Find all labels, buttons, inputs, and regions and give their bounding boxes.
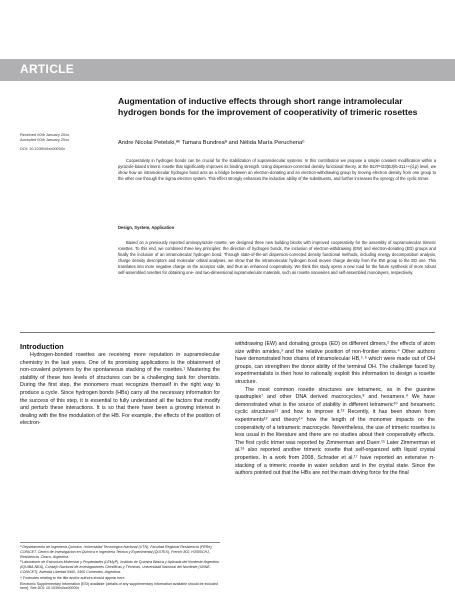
intro-paragraph-right-2: The most common rosette structures are tetrameric, as in the guanine quadruplex⁷ and other DNA derived macrocycles,⁸ and hexamers.⁹ We have demonstrated what is the source of stability in different tetrameric¹⁰ and hexameric cyclic structures¹¹ and how to improve it.¹² Recently, it has been shown from experiments¹³ and theory¹⁴ how the length of the monomer impacts on the cooperativity of a tetrameric macrocycle. Nevertheless, the use of trimeric rosettes is less usual in the literature and there are no studies about their cooperativity effects. The first cyclic trimer was reported by Zimmerman and Duerr.¹⁵ Later Zimmerman et al.¹⁶ also reported another trimeric rosette that self-organized with liquid crystal properties. In a work from 2008, Schrader et al.¹⁷ have reported an extensive π-stacking of a trimeric rosette in water solution and in the crystal state. Since the authors pointed out that the HBs are not the main driving force for the final <box>235 386 435 477</box>
section-divider <box>20 332 435 333</box>
doi-text: DOI: 10.1039/x0xx00000x <box>20 146 65 152</box>
article-banner <box>0 59 455 81</box>
article-title: Augmentation of inductive effects through short range intramolecular hydrogen bonds for the improvement of cooperativity of trimeric rosettes <box>118 96 418 117</box>
design-system-application-heading: Design, System, Application <box>118 225 175 230</box>
footnote-esi: Electronic Supplementary Information (ESI) available: [details of any supplementary information available should be included here]. See DOI: 10.1039/x0xx00000x <box>20 581 218 591</box>
abstract <box>118 158 436 182</box>
design-summary <box>118 240 436 277</box>
received-date: Received 00th January 20xx, <box>20 132 71 137</box>
article-meta <box>20 132 112 152</box>
footnotes <box>20 545 220 592</box>
accepted-date: Accepted 00th January 20xx <box>20 137 70 143</box>
intro-paragraph-left: Hydrogen-bonded rosettes are receiving more reputation in supramolecular chemistry in the last years. One of its promising applications is the obtainment of non-covalent polymers by the spontaneous stacking of the rosettes.¹ Mastering the stability of these two levels of structures can be a challenging task for chemists. During the first step, the monomers must recognize themself in the right way to produce a cycle. Since hydrogen bonds (HBs) carry all the necessary information for the success of this step, it is essential to fully understand all the factors that modify and perturb these interactions. It is so that there have been a growing interest in dealing with the fine modulation of the HB. For example, the effects of the position of electron- <box>20 352 220 427</box>
abstract-text: Cooperativity in hydrogen bonds can be crucial for the stabilization of supramolecular systems. In this contribution we propose a simple covalent modification within a pyrazole-based trimeric rosette that significantly improves its binding strength. Using dispersion-corrected density functional theory, at the BLYP-D3(BJ)/6-311++(d,p) level, we show how an intramolecular hydrogen bond acts as a bridge between an electron-donating and an electron-withdrawing group by moving electron density from one group to the other one through the sigma electron system. This effect strongly enhances the inductive ability of the substituents, and further increases the synergy of the cyclic trimer. <box>118 158 436 182</box>
introduction-heading: Introduction <box>20 342 64 351</box>
footnote-affiliation-b: ᵇ Laboratorio de Estructura Molecular y Propiedades (LEMyP), Instituto de Química Básica y Aplicada del Nordeste Argentino (IQUIBA-NEA), Consejo Nacional de Investigaciones Científicas y Técnicas, Universidad Nacional del Nordeste (UNNE-CONICET), Avenida Libertad 5460, 3400 Corrientes, Argentina. <box>20 560 220 574</box>
right-column <box>235 341 435 478</box>
footnote-affiliation-a: ª Departamento de Ingeniería Química, Universidad Tecnológica Nacional (UTN), Facultad Regional Resistencia (FRRe), CONICET, Centro de Investigación en Química e Ingeniería Teórica y Experimental (QUITEX), French 802, H3500CHJ, Resistencia, Chaco, Argentina. <box>20 545 213 559</box>
intro-paragraph-right-1: withdrawing (EW) and donating groups (ED) on different dimers,² the effects of atom size within amides,³ and the relative position of non-frontier atoms.⁴ Other authors have demonstrated how chains of intramolecular HB,⁵˒⁶ which were made out of OH groups, can strengthen the donor ability of the terminal OH. The challenge faced by experimentalists is then how to rationally exploit this information to design a rosette structure. <box>235 341 435 385</box>
author-list: Andre Nicolai Petelski,ªᵇ Tamara Bundreaª and Nélida María Peruchenaᵇ <box>118 140 305 146</box>
design-summary-text: Based on a previously reported aminopyrazole rosette, we designed three new building blocks with improved cooperativity for the assembly of supramolecular trimeric rosettes. To this end, we combined three key principles: the direction of hydrogen bonds, the inclusion of electron-withdrawing (EW) and electron-donating (ED) groups and finally the inclusion of an intramolecular hydrogen bond. Through state-of-the-art dispersion-corrected density functional methods, including energy decomposition analysis, charge density descriptors and molecular orbital analyses, we show that the intramolecular hydrogen bond moves charge density from the EW group to the ED one. This translates into more negative charge on the acceptor side, and thus an enhanced cooperativity. We think this study opens a new road for the future synthesis of more robust self-assembled rosettes for obtaining one- and two-dimensional supramolecular materials, such as rosette nanowires and self-assembled monolayers, respectively. <box>118 240 436 276</box>
left-column <box>20 341 220 428</box>
article-type-label: ARTICLE <box>20 62 75 76</box>
footnote-divider <box>20 542 220 543</box>
footnote-note: † Footnotes relating to the title and/or authors should appear here. <box>20 575 126 580</box>
